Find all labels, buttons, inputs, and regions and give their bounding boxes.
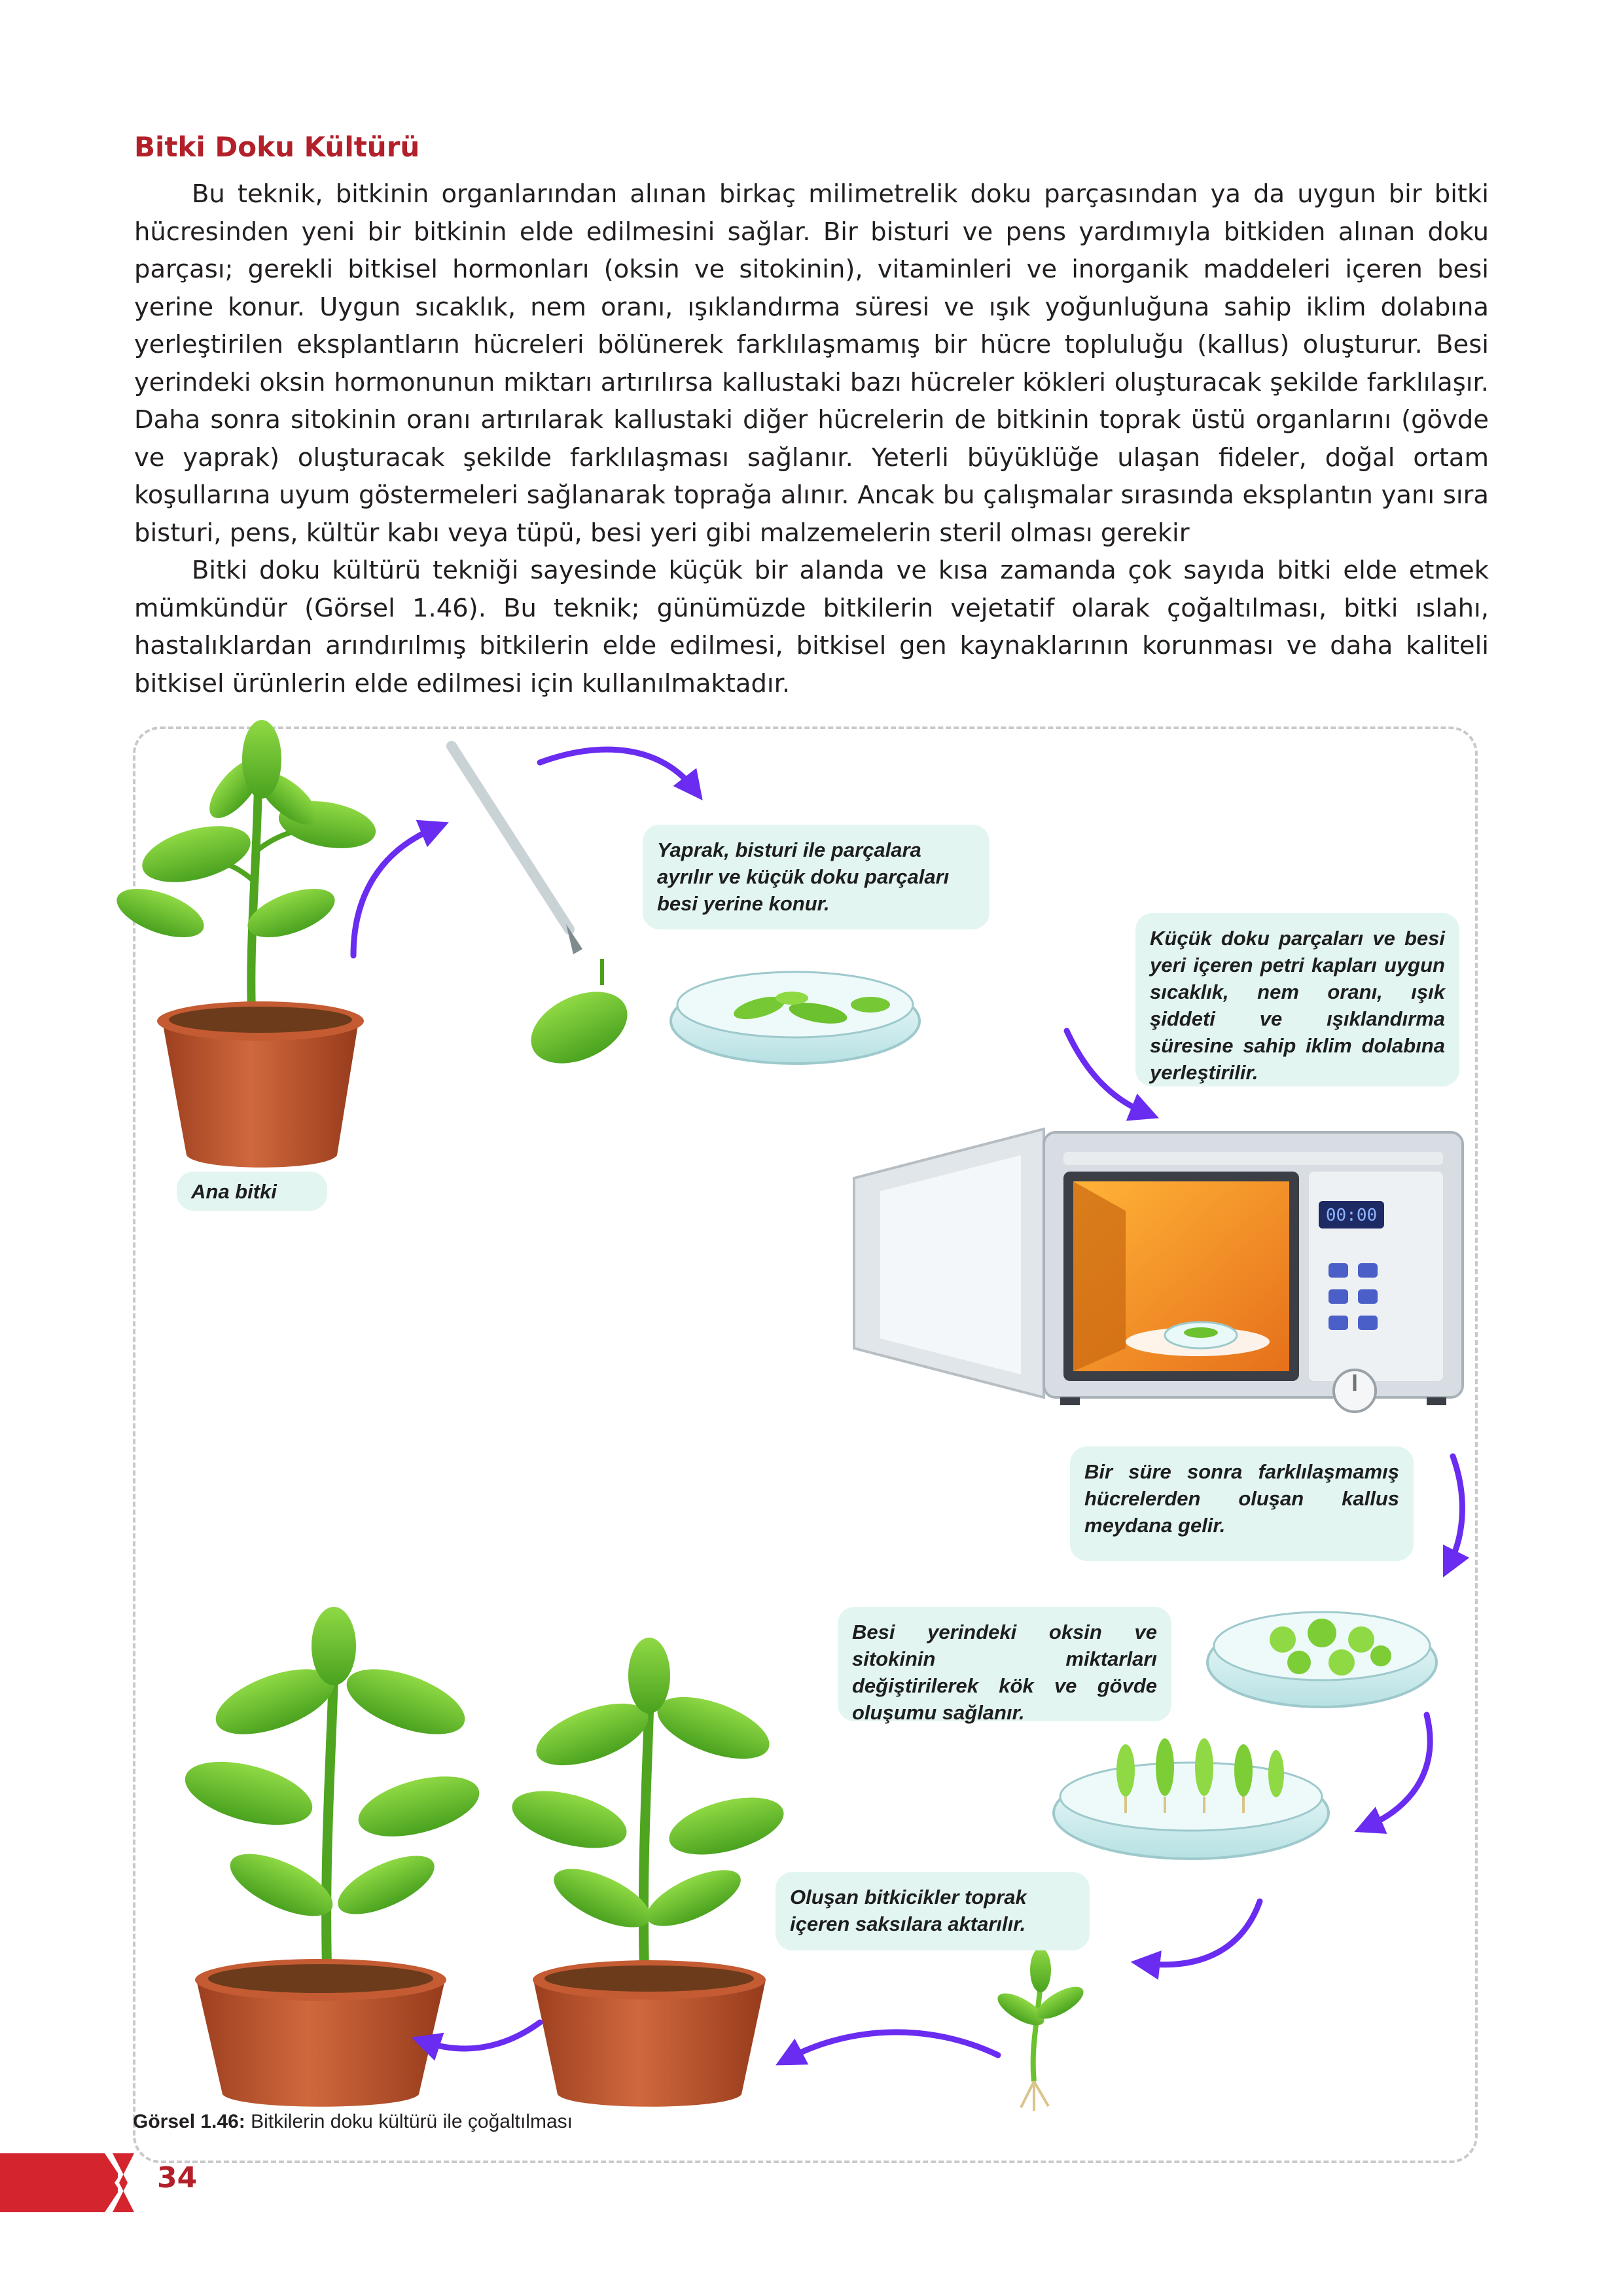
page-tab — [0, 2153, 134, 2212]
arrow-7 — [789, 2032, 998, 2058]
arrow-4 — [1450, 1456, 1462, 1564]
potted-plant-1 — [179, 1607, 486, 2107]
scalpel-icon — [452, 746, 582, 954]
arrow-8 — [425, 2022, 540, 2049]
mother-plant — [111, 720, 380, 1168]
arrow-1 — [353, 828, 435, 956]
bubble-step-cut: Yaprak, bisturi ile parçalara ayrılır ve küçük doku parçaları besi yerine konur. — [643, 825, 990, 929]
climate-chamber — [854, 1129, 1463, 1412]
cut-leaf — [520, 959, 639, 1077]
caption-label: Görsel 1.46: — [133, 2111, 245, 2132]
plantlet — [993, 1948, 1088, 2111]
arrow-3 — [1067, 1031, 1145, 1113]
arrow-5 — [1368, 1715, 1430, 1826]
petri-dish-plantlets — [1054, 1738, 1329, 1859]
bubble-step-transfer: Oluşan bitkicikler toprak içeren saksılara aktarılır. — [776, 1872, 1090, 1950]
bubble-step-callus: Bir süre sonra farklılaşmamış hücrelerden oluşan kallus meydana gelir. — [1070, 1446, 1414, 1561]
caption-text: Bitkilerin doku kültürü ile çoğaltılması — [245, 2111, 573, 2132]
label-mother-plant: Ana bitki — [177, 1172, 327, 1211]
section-heading: Bitki Doku Kültürü — [134, 131, 420, 163]
paragraph-2: Bitki doku kültürü tekniği sayesinde küçük bir alanda ve kısa zamanda çok sayıda bitki elde etmek mümkündür (Görsel 1.46). Bu teknik; günümüzde bitkilerin vejetatif olarak çoğaltılması, bitki ıslahı, hastalıklardan arındırılmış bitkilerin elde edilmesi, bitkisel gen kaynaklarının korunması ve daha kaliteli bitkisel ürünlerin elde edilmesi için kullanılmaktadır. — [134, 556, 1489, 698]
bubble-step-chamber: Küçük doku parçaları ve besi yeri içeren petri kapları uygun sıcaklık, nem oranı, ışık şiddeti ve ışıklandırma süresine sahip iklim dolabına yerleştirilir. — [1135, 913, 1459, 1086]
figure-caption — [133, 2111, 573, 2133]
timer-display: 00:00 — [1325, 1206, 1378, 1225]
petri-dish-leaves — [671, 972, 919, 1064]
arrow-2 — [540, 749, 694, 789]
paragraph-1: Bu teknik, bitkinin organlarından alınan birkaç milimetrelik doku parçasından ya da uygun bir bitki hücresinden yeni bir bitkinin elde edilmesini sağlar. Bir bisturi ve pens yardımıyla bitkiden alınan doku parçası; gerekli bitkisel hormonları (oksin ve sitokinin), vitaminleri ve inorganik maddeleri içeren besi yerine konur. Uygun sıcaklık, nem oranı, ışıklandırma süresi ve ışık yoğunluğuna sahip iklim dolabına yerleştirilen eksplantların hücreleri bölünerek farklılaşmamış bir hücre topluluğu (kallus) oluşturur. Besi yerindeki oksin hormonunun miktarı artırılırsa kallustaki bazı hücreler kökleri oluşturacak şekilde farklılaşır. Daha sonra sitokinin oranı artırılarak kallustaki diğer hücrelerin de bitkinin toprak üstü organlarını (gövde ve yaprak) oluşturacak şekilde farklılaşması sağlanır. Yeterli büyüklüğe ulaşan fideler, doğal ortam koşullarına uyum göstermeleri sağlanarak toprağa alınır. Ancak bu çalışmalar sırasında eksplantın yanı sıra bisturi, pens, kültür kabı veya tüpü, besi yeri gibi malzemelerin steril olması gerekir — [134, 179, 1489, 548]
petri-dish-callus — [1207, 1612, 1436, 1707]
page-number: 34 — [157, 2161, 198, 2195]
potted-plant-2 — [506, 1638, 790, 2107]
bubble-step-hormone: Besi yerindeki oksin ve sitokinin miktarları değiştirilerek kök ve gövde oluşumu sağlanır. — [838, 1607, 1171, 1721]
arrow-6 — [1145, 1901, 1260, 1965]
